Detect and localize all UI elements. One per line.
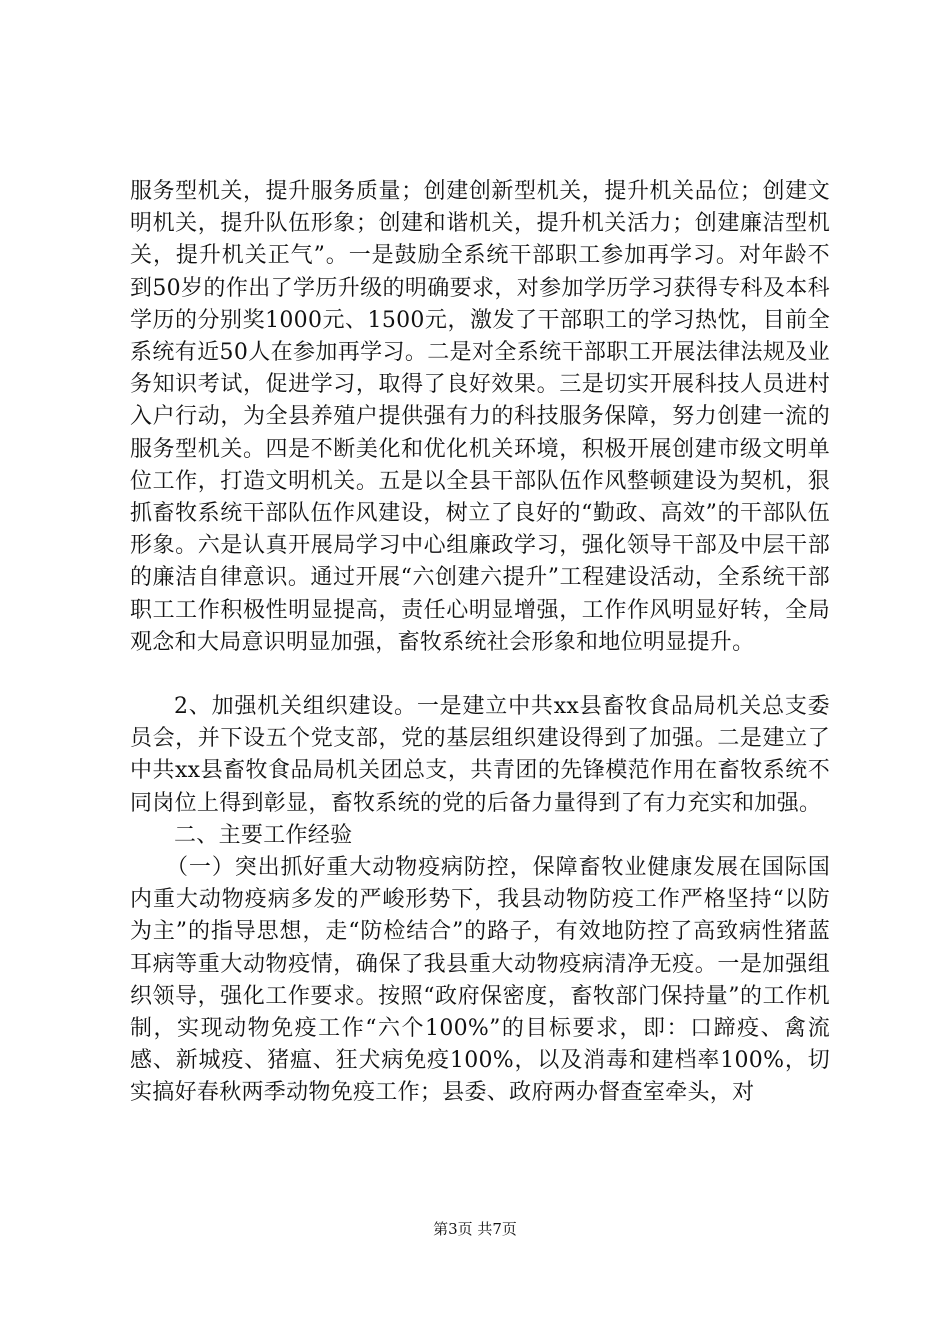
paragraph-epidemic-prevention: （一）突出抓好重大动物疫病防控，保障畜牧业健康发展在国际国内重大动物疫病多发的严峻形势下，我县动物防疫工作严格坚持“以防为主”的指导思想，走“防检结合”的路子，有效地防控了高致病性猪蓝耳病等重大动物疫情，确保了我县重大动物疫病清净无疫。一是加强组织领导，强化工作要求。按照“政府保密度，畜牧部门保持量”的工作机制，实现动物免疫工作“六个100%”的目标要求，即：口蹄疫、禽流感、新城疫、猪瘟、狂犬病免疫100%，以及消毒和建档率100%，切实搞好春秋两季动物免疫工作；县委、政府两办督查室牵头，对 [130, 855, 830, 1106]
section-heading-main-experience: 二、主要工作经验 [174, 822, 353, 848]
document-body [130, 176, 830, 1110]
paragraph-service-organs: 服务型机关，提升服务质量；创建创新型机关，提升机关品位；创建文明机关，提升队伍形象；创建和谐机关，提升机关活力；创建廉洁型机关，提升机关正气”。一是鼓励全系统干部职工参加再学习。对年龄不到50岁的作出了学历升级的明确要求，对参加学历学习获得专科及本科学历的分别奖1000元、1500元，激发了干部职工的学习热忱，目前全系统有近50人在参加再学习。二是对全系统干部职工开展法律法规及业务知识考试，促进学习，取得了良好效果。三是切实开展科技人员进村入户行动，为全县养殖户提供强有力的科技服务保障，努力创建一流的服务型机关。四是不断美化和优化机关环境，积极开展创建市级文明单位工作，打造文明机关。五是以全县干部队伍作风整顿建设为契机，狠抓畜牧系统干部队伍作风建设，树立了良好的“勤政、高效”的干部队伍形象。六是认真开展局学习中心组廉政学习，强化领导干部及中层干部的廉洁自律意识。通过开展“六创建六提升”工程建设活动，全系统干部职工工作积极性明显提高，责任心明显增强，工作作风明显好转，全局观念和大局意识明显加强，畜牧系统社会形象和地位明显提升。 [130, 179, 830, 655]
paragraph-spacer [130, 659, 830, 691]
page-number-label: 第3页 共7页 [433, 1220, 517, 1238]
page-footer [0, 1219, 950, 1239]
paragraph-organization-building: 2、加强机关组织建设。一是建立中共xx县畜牧食品局机关总支委员会，并下设五个党支部，党的基层组织建设得到了加强。二是建立了中共xx县畜牧食品局机关团总支，共青团的先锋模范作用在畜牧系统不同岗位上得到彰显，畜牧系统的党的后备力量得到了有力充实和加强。 [130, 694, 830, 816]
